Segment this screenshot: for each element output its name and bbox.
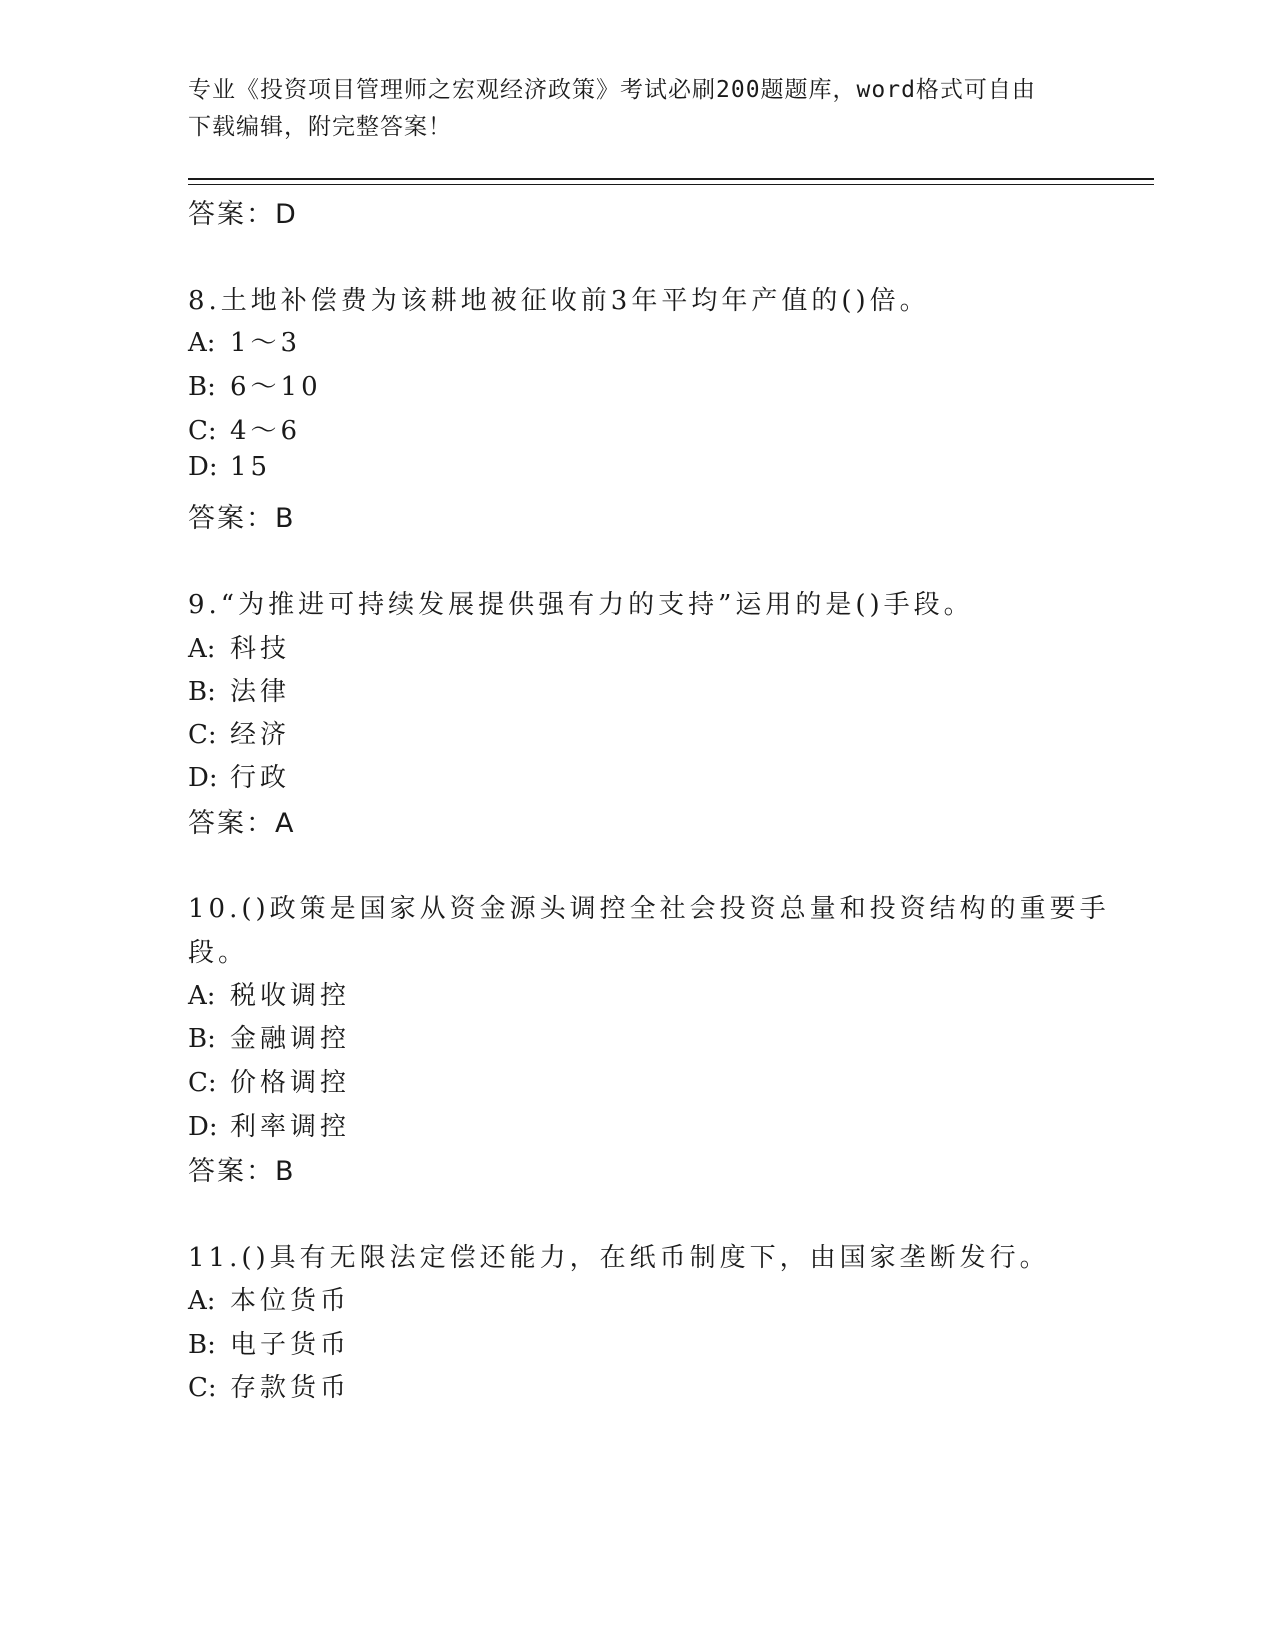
option-text: 6～10	[230, 372, 322, 402]
option-label: C:	[188, 720, 217, 750]
question-stem-line-1: 10.()政策是国家从资金源头调控全社会投资总量和投资结构的重要手	[188, 894, 1110, 924]
question-stem-line-2: 段。	[188, 938, 249, 968]
option-b	[188, 366, 322, 403]
option-text: 税收调控	[230, 981, 351, 1011]
option-label: B:	[188, 372, 216, 402]
header-line-1: 专业《投资项目管理师之宏观经济政策》考试必刷200题题库，word格式可自由	[188, 77, 1036, 103]
option-d	[188, 757, 290, 794]
option-label: C:	[188, 1373, 217, 1403]
option-b	[188, 1018, 350, 1055]
option-label: A:	[188, 328, 216, 358]
option-label: B:	[188, 677, 216, 707]
option-c	[188, 1062, 350, 1099]
option-label: C:	[188, 1068, 217, 1098]
option-text: 金融调控	[230, 1024, 351, 1054]
option-text: 本位货币	[230, 1286, 351, 1316]
option-d	[188, 452, 271, 482]
option-text: 1～3	[230, 328, 302, 358]
option-label: C:	[188, 416, 217, 446]
option-label: D:	[188, 1112, 218, 1142]
option-text: 科技	[230, 634, 291, 664]
option-b	[188, 1324, 350, 1361]
answer-line: 答案：D	[188, 199, 298, 230]
option-c	[188, 1367, 350, 1404]
option-text: 15	[230, 452, 272, 482]
option-label: A:	[188, 981, 216, 1011]
question-stem: 11.()具有无限法定偿还能力，在纸币制度下，由国家垄断发行。	[188, 1243, 1050, 1273]
header-divider-thick	[188, 178, 1154, 180]
option-text: 法律	[230, 677, 291, 707]
option-label: B:	[188, 1024, 216, 1054]
option-text: 行政	[230, 763, 291, 793]
option-text: 电子货币	[230, 1330, 351, 1360]
option-label: A:	[188, 634, 216, 664]
option-text: 利率调控	[230, 1112, 351, 1142]
document-header	[188, 72, 1088, 146]
answer-line: 答案：A	[188, 808, 296, 839]
answer-line: 答案：B	[188, 503, 296, 534]
question-stem: 8.土地补偿费为该耕地被征收前3年平均年产值的()倍。	[188, 286, 930, 316]
option-text: 价格调控	[230, 1068, 351, 1098]
option-label: D:	[188, 763, 218, 793]
header-line-2: 下载编辑，附完整答案！	[188, 114, 452, 140]
option-label: A:	[188, 1286, 216, 1316]
option-text: 存款货币	[230, 1373, 351, 1403]
question-stem: 9.“为推进可持续发展提供强有力的支持”运用的是()手段。	[188, 590, 974, 620]
header-divider-thin	[188, 184, 1154, 185]
option-a	[188, 628, 290, 665]
option-c	[188, 714, 290, 751]
option-label: D:	[188, 452, 218, 482]
option-text: 经济	[230, 720, 291, 750]
option-text: 4～6	[230, 416, 302, 446]
option-b	[188, 671, 290, 708]
option-label: B:	[188, 1330, 216, 1360]
option-a	[188, 975, 350, 1012]
option-d	[188, 1106, 350, 1143]
option-c	[188, 410, 301, 447]
option-a	[188, 1280, 350, 1317]
answer-line: 答案：B	[188, 1156, 296, 1187]
option-a	[188, 322, 301, 359]
